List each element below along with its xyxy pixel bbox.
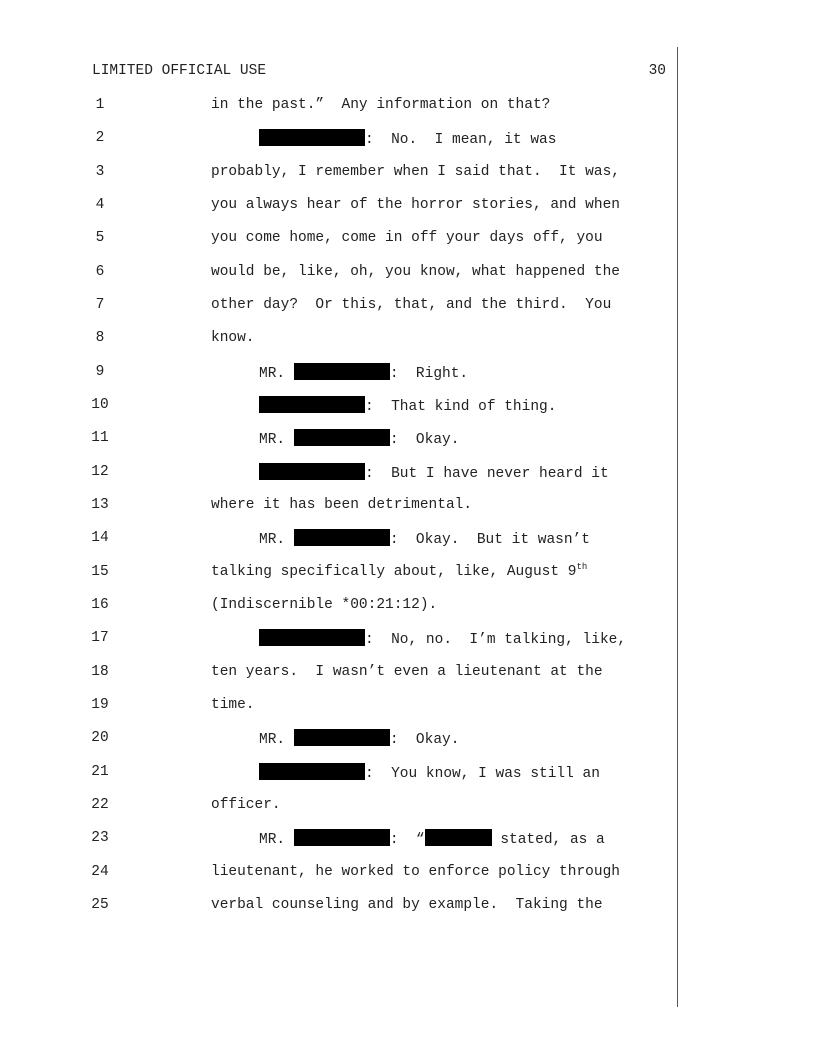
line-number: 7 bbox=[95, 297, 105, 313]
line-text: : That kind of thing. bbox=[259, 396, 556, 416]
transcript-line bbox=[0, 629, 680, 662]
transcript-line bbox=[0, 863, 680, 896]
line-text: (Indiscernible *00:21:12). bbox=[211, 597, 438, 613]
redaction-bar bbox=[259, 463, 365, 480]
line-number: 15 bbox=[91, 564, 109, 580]
redaction-bar bbox=[294, 729, 390, 746]
transcript-line bbox=[0, 829, 680, 862]
transcript-line bbox=[0, 463, 680, 496]
line-number: 11 bbox=[91, 430, 109, 446]
line-number: 9 bbox=[95, 364, 105, 380]
line-number: 12 bbox=[91, 464, 109, 480]
line-text: MR. : Right. bbox=[259, 363, 468, 383]
line-text: verbal counseling and by example. Taking the bbox=[211, 897, 603, 913]
line-number: 8 bbox=[95, 330, 105, 346]
line-text: lieutenant, he worked to enforce policy through bbox=[211, 864, 620, 880]
line-number: 25 bbox=[91, 897, 109, 913]
transcript-line bbox=[0, 496, 680, 529]
line-text: MR. : Okay. But it wasn’t bbox=[259, 529, 590, 549]
transcript-line bbox=[0, 763, 680, 796]
redaction-bar bbox=[259, 763, 365, 780]
transcript-line bbox=[0, 263, 680, 296]
transcript-line bbox=[0, 363, 680, 396]
line-text: MR. : Okay. bbox=[259, 429, 459, 449]
line-number: 13 bbox=[91, 497, 109, 513]
line-number: 2 bbox=[95, 130, 105, 146]
redaction-bar bbox=[294, 363, 390, 380]
transcript-line bbox=[0, 696, 680, 729]
page-header-classification: LIMITED OFFICIAL USE bbox=[92, 63, 267, 79]
line-number: 17 bbox=[91, 630, 109, 646]
line-number: 21 bbox=[91, 764, 109, 780]
line-number: 23 bbox=[91, 830, 109, 846]
transcript-line bbox=[0, 596, 680, 629]
transcript-line bbox=[0, 96, 680, 129]
page-number: 30 bbox=[648, 63, 666, 79]
line-text: MR. : Okay. bbox=[259, 729, 459, 749]
redaction-bar bbox=[425, 829, 492, 846]
line-number: 4 bbox=[95, 197, 105, 213]
line-number: 1 bbox=[95, 97, 105, 113]
redaction-bar bbox=[259, 129, 365, 146]
transcript-line bbox=[0, 729, 680, 762]
line-number: 14 bbox=[91, 530, 109, 546]
line-text: you come home, come in off your days off, you bbox=[211, 230, 603, 246]
line-text: MR. : “ stated, as a bbox=[259, 829, 605, 849]
transcript-line bbox=[0, 663, 680, 696]
line-text: : No. I mean, it was bbox=[259, 129, 556, 149]
line-text: in the past.” Any information on that? bbox=[211, 97, 551, 113]
line-text: : You know, I was still an bbox=[259, 763, 600, 783]
line-text: you always hear of the horror stories, and when bbox=[211, 197, 620, 213]
transcript-line bbox=[0, 229, 680, 262]
transcript-line bbox=[0, 429, 680, 462]
transcript-line bbox=[0, 329, 680, 362]
line-number: 19 bbox=[91, 697, 109, 713]
line-text: officer. bbox=[211, 797, 281, 813]
line-number: 3 bbox=[95, 164, 105, 180]
transcript-line bbox=[0, 396, 680, 429]
line-text: would be, like, oh, you know, what happened the bbox=[211, 264, 620, 280]
line-number: 6 bbox=[95, 264, 105, 280]
line-text: know. bbox=[211, 330, 255, 346]
transcript-line bbox=[0, 563, 680, 596]
line-text: talking specifically about, like, August 9th bbox=[211, 562, 588, 580]
transcript-line bbox=[0, 896, 680, 929]
transcript-line bbox=[0, 163, 680, 196]
line-text: ten years. I wasn’t even a lieutenant at the bbox=[211, 664, 603, 680]
line-text: other day? Or this, that, and the third. You bbox=[211, 297, 612, 313]
transcript-line bbox=[0, 129, 680, 162]
redaction-bar bbox=[294, 829, 390, 846]
line-number: 5 bbox=[95, 230, 105, 246]
line-text: probably, I remember when I said that. It was, bbox=[211, 164, 620, 180]
line-number: 16 bbox=[91, 597, 109, 613]
transcript-line bbox=[0, 529, 680, 562]
line-number: 20 bbox=[91, 730, 109, 746]
line-text: where it has been detrimental. bbox=[211, 497, 473, 513]
transcript-line bbox=[0, 296, 680, 329]
line-number: 22 bbox=[91, 797, 109, 813]
line-text: : But I have never heard it bbox=[259, 463, 609, 483]
line-number: 24 bbox=[91, 864, 109, 880]
redaction-bar bbox=[294, 529, 390, 546]
transcript-line bbox=[0, 196, 680, 229]
line-number: 18 bbox=[91, 664, 109, 680]
line-number: 10 bbox=[91, 397, 109, 413]
line-text: : No, no. I’m talking, like, bbox=[259, 629, 626, 649]
line-text: time. bbox=[211, 697, 255, 713]
redaction-bar bbox=[294, 429, 390, 446]
transcript-line bbox=[0, 796, 680, 829]
ordinal-superscript: th bbox=[576, 562, 588, 572]
redaction-bar bbox=[259, 629, 365, 646]
redaction-bar bbox=[259, 396, 365, 413]
